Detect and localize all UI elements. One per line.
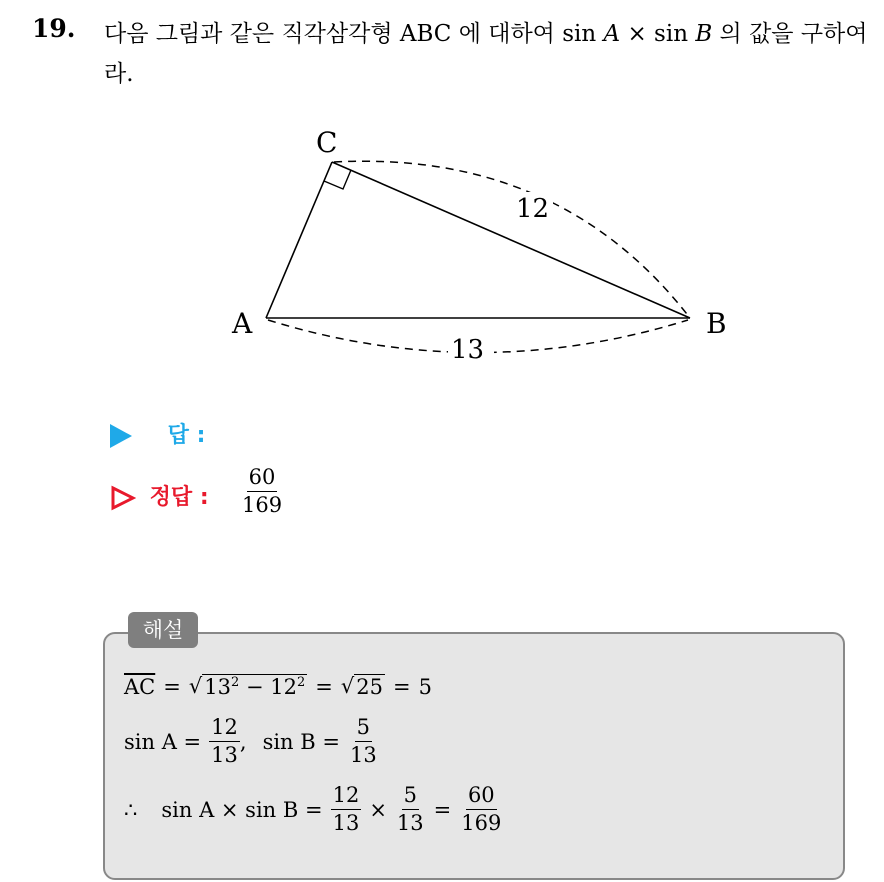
solution-tab: 해설 (128, 612, 198, 648)
solution-line-3: ∴ sin A × sin B = $\frac{12}{13}$ × $\frac{5}{13}$ = $\frac{60}{169}$ (124, 783, 502, 836)
sqrt-25: √ 25 (340, 674, 383, 699)
triangle-figure (0, 0, 884, 400)
correct-answer-row (110, 480, 209, 511)
vertex-label-b: B (706, 307, 727, 340)
correct-answer-fraction: $\frac{60}{169}$ (242, 465, 283, 518)
vertex-label-a: A (232, 307, 253, 340)
question-number: 19. (32, 14, 76, 43)
vertex-label-c: C (316, 126, 338, 159)
correct-answer-label: 정답 : (149, 485, 209, 510)
solution-line-1: $\overline{AC}$ = √ $13^2 - 12^2$ = √ 25 = 5 (124, 674, 432, 699)
solution-line-2: sin A = $\frac{12}{13}$ , sin B = $\frac{5}{13}$ (124, 715, 377, 768)
segment-ac: $\overline{AC}$ (124, 674, 156, 699)
play-filled-icon (110, 424, 132, 448)
side-cb (332, 162, 690, 318)
side-label-bc: 12 (516, 194, 550, 224)
answer-row (110, 418, 205, 449)
answer-label: 답 : (167, 423, 206, 448)
sqrt-expression: √ $13^2 - 12^2$ (188, 674, 306, 699)
play-outline-icon (110, 485, 136, 511)
question-text: 다음 그림과 같은 직각삼각형 ABC 에 대하여 sin A × sin B 의 값을 구하여라. (104, 21, 868, 87)
side-label-ab: 13 (451, 335, 485, 365)
side-ac (266, 162, 332, 318)
